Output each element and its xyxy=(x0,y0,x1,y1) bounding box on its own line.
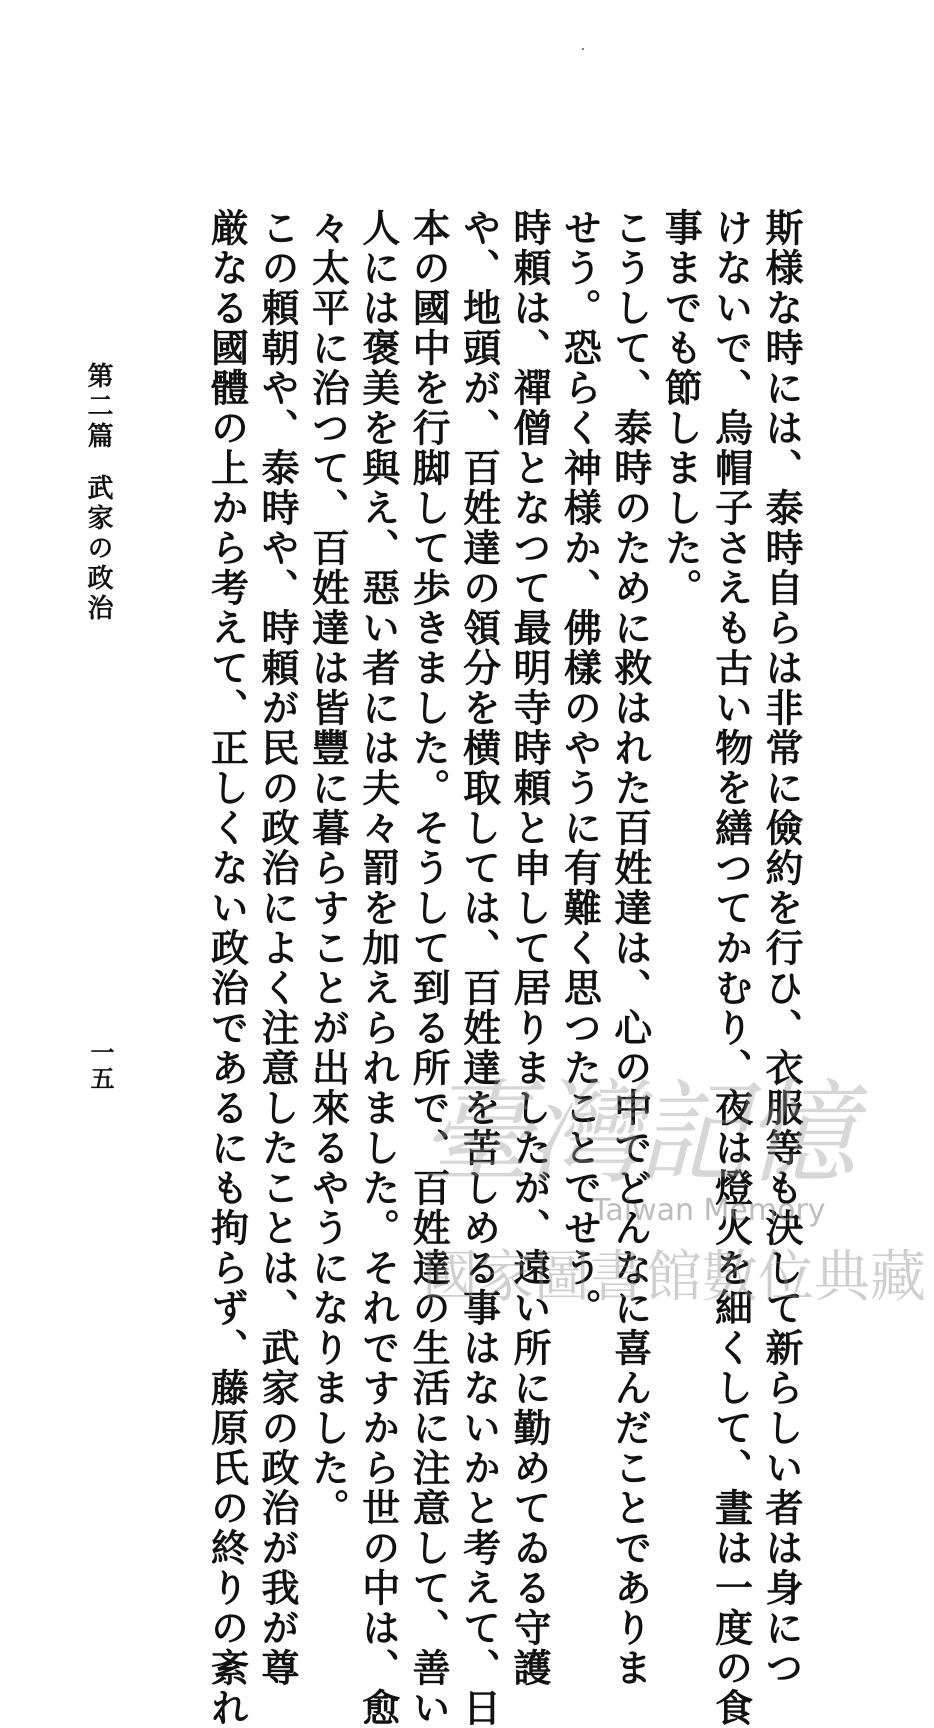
running-header xyxy=(80,362,117,624)
text-line: 時頼は、禪僧となつて最明寺時頼と申して居りましたが、遠い所に勤めてゐる守護 xyxy=(506,208,552,1688)
text-line: 本の國中を行脚して歩きました。そうして到る所で、百姓達の生活に注意して、善い xyxy=(406,208,452,1728)
text-line: 々太平に治つて、百姓達は皆豐に暮らすことが出來るやうになりました。 xyxy=(305,208,351,1528)
text-line: 事までも節しました。 xyxy=(658,208,704,608)
text-line: 人には褒美を與え、惡い者には夫々罰を加えられました。それですから世の中は、愈 xyxy=(355,208,401,1728)
text-line: や、地頭が、百姓達の領分を横取しては、百姓達を苦しめる事はないかと考えて、日 xyxy=(456,208,502,1728)
text-line: けないで、烏帽子さえも古い物を繕つてかむり、夜は燈火を細くして、晝は一度の食 xyxy=(708,208,754,1728)
page-number: 一五 xyxy=(86,1040,115,1092)
text-line: 斯様な時には、泰時自らは非常に儉約を行ひ、衣服等も決して新らしい者は身につ xyxy=(759,208,804,1688)
vertical-body-text xyxy=(201,208,806,1728)
watermark-title: 臺灣記憶 xyxy=(420,1069,852,1199)
watermark-english: Taiwan Memory xyxy=(592,1193,826,1228)
chapter-title: 武家の政治 xyxy=(83,474,113,624)
text-line: この頼朝や、泰時や、時頼が民の政治によく注意したことは、武家の政治が我が尊 xyxy=(254,208,300,1688)
watermark-subtitle: 國家圖書館數位典藏 xyxy=(422,1245,926,1310)
text-line: せう。恐らく神様か、佛樣のやうに有難く思つたことでせう。 xyxy=(557,208,603,1328)
section-title: 第二篇 xyxy=(83,362,113,452)
text-line: こうして、泰時のために救はれた百姓達は、心の中でどんなに喜んだことでありま xyxy=(607,208,653,1688)
print-speck xyxy=(582,48,584,50)
text-line: 厳なる國體の上から考えて、正しくない政治であるにも拘らず、藤原氏の終りの紊れ xyxy=(204,208,250,1728)
